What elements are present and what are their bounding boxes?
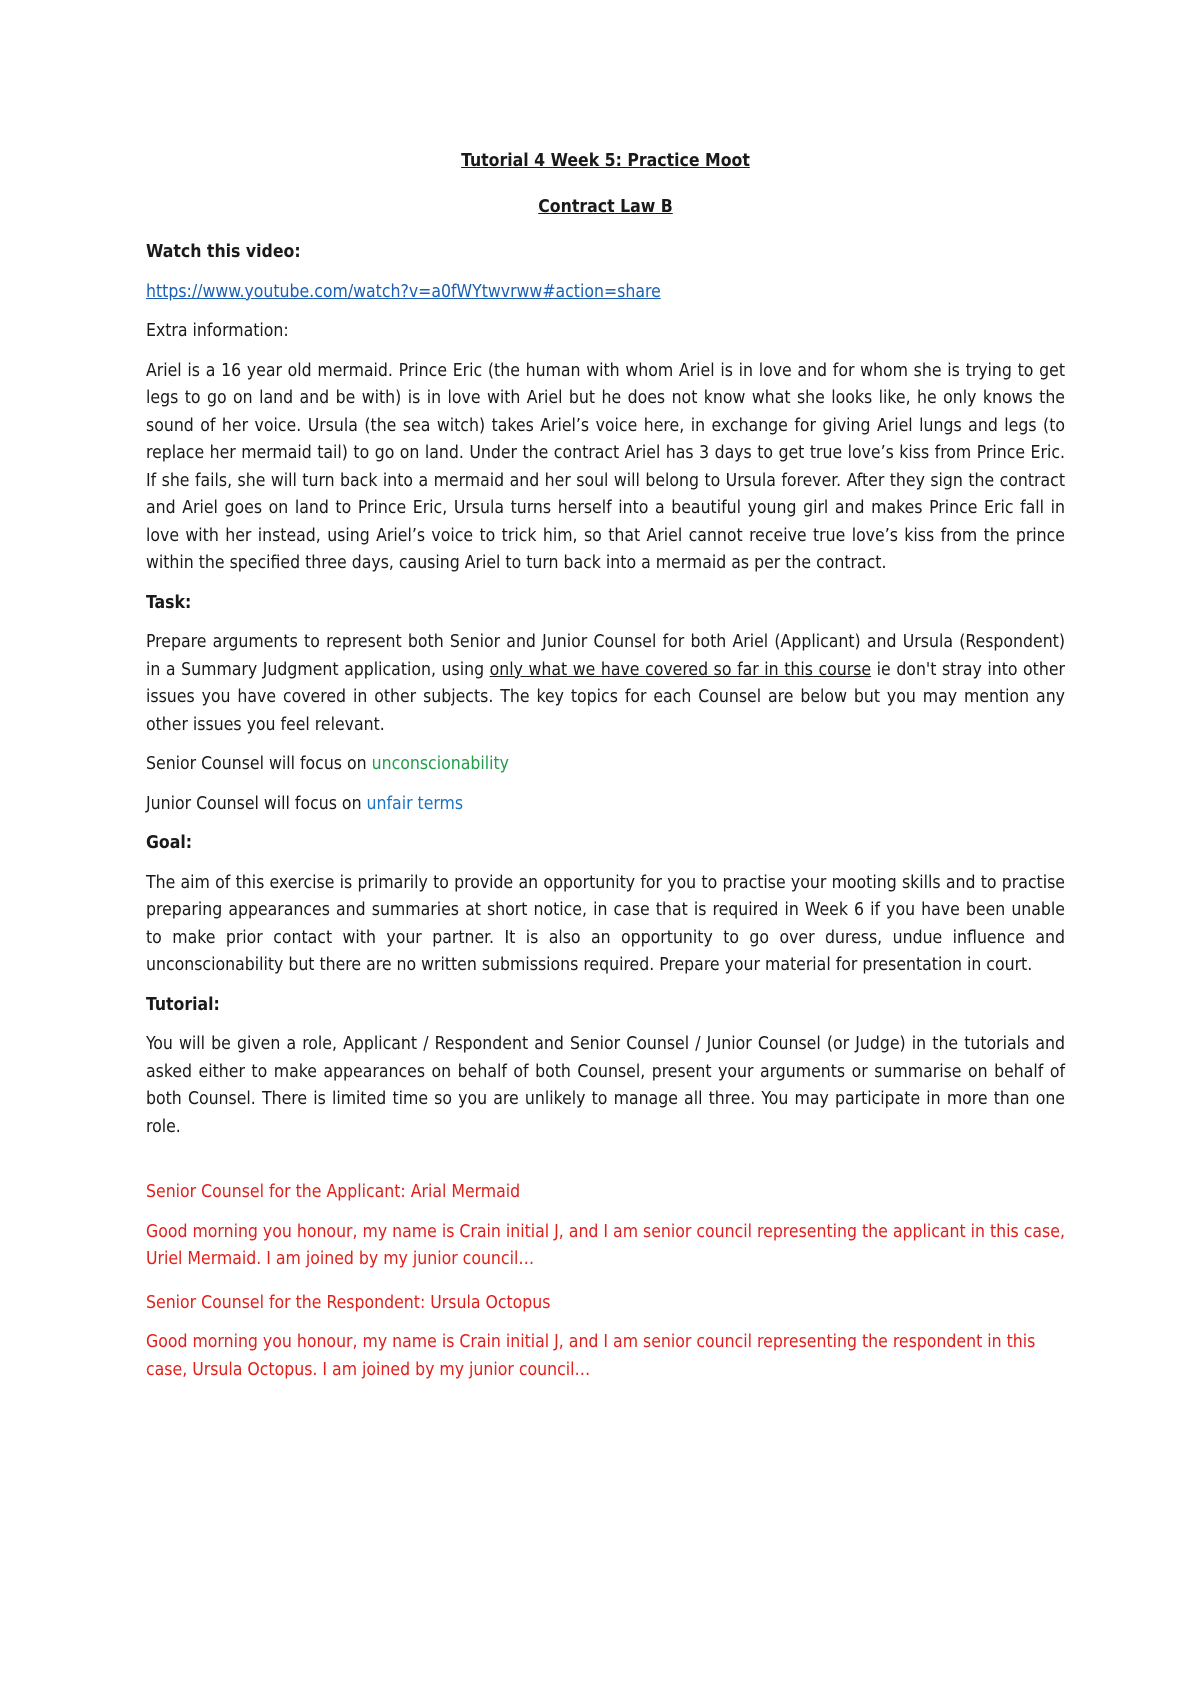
junior-focus-topic: unfair terms — [366, 793, 464, 814]
extra-heading: Extra information: — [146, 321, 289, 341]
respondent-paragraph: Good morning you honour, my name is Crain initial J, and I am senior council representing the respondent in this case, Ursula Octopus. I am joined by my junior council… — [146, 1332, 1036, 1380]
applicant-paragraph: Good morning you honour, my name is Crain initial J, and I am senior council representing the applicant in this case, Uriel Mermaid. I am joined by my junior council… — [146, 1221, 1065, 1269]
task-text-underlined: only what we have covered so far in this course — [489, 659, 872, 680]
senior-focus-prefix: Senior Counsel will focus on — [146, 754, 372, 774]
document-subtitle: Contract Law B — [538, 196, 673, 217]
tutorial-paragraph: You will be given a role, Applicant / Respondent and Senior Counsel / Junior Counsel (or Judge) in the tutorials and asked either to make appearances on behalf of both Counsel, present your arguments or summarise on behalf of both Counsel. There is limited time so you are unlikely to manage all three. You may participate in more than one role. — [146, 1034, 1065, 1137]
senior-focus-topic: unconscionability — [371, 754, 509, 774]
video-link-paragraph — [146, 279, 1065, 307]
applicant-heading: Senior Counsel for the Applicant: Arial Mermaid — [146, 1182, 521, 1202]
extra-paragraph: Ariel is a 16 year old mermaid. Prince Eric (the human with whom Ariel is in love and for whom she is trying to get legs to go on land and be with) is in love with Ariel but he does not know what she looks like, he only knows the sound of her voice. Ursula (the sea witch) takes Ariel’s voice here, in exchange for giving Ariel lungs and legs (to replace her mermaid tail) to go on land. Under the contract Ariel has 3 days to get true love’s kiss from Prince Eric. If she fails, she will turn back into a mermaid and her soul will belong to Ursula forever. After they sign the contract and Ariel goes on land to Prince Eric, Ursula turns herself into a beautiful young girl and makes Prince Eric fall in love with her instead, using Ariel’s voice to trick him, so that Ariel cannot receive true love’s kiss from the prince within the specified three days, causing Ariel to turn back into a mermaid as per the contract. — [146, 360, 1065, 573]
document-title: Tutorial 4 Week 5: Practice Moot — [461, 151, 750, 171]
tutorial-heading: Tutorial: — [146, 994, 220, 1015]
watch-heading: Watch this video: — [146, 242, 301, 262]
respondent-heading: Senior Counsel for the Respondent: Ursula Octopus — [146, 1292, 551, 1313]
spacer — [146, 1153, 1065, 1179]
task-text-part1: Prepare arguments to represent both Senior and Junior Counsel for both Ariel (Applicant) and Ursula (Respondent) in a Summary Judgment application, using — [146, 632, 1065, 680]
senior-focus-line — [146, 751, 1065, 779]
video-link[interactable]: https://www.youtube.com/watch?v=a0fWYtwvrww#action=share — [146, 281, 661, 302]
goal-paragraph: The aim of this exercise is primarily to provide an opportunity for you to practise your mooting skills and to practise preparing appearances and summaries at short notice, in case that is required in Week 6 if you have been unable to make prior contact with your partner. It is also an opportunity to go over duress, undue influence and unconscionability but there are no written submissions required. Prepare your material for presentation in court. — [146, 872, 1065, 975]
goal-heading: Goal: — [146, 833, 193, 853]
task-paragraph — [146, 629, 1065, 739]
task-heading: Task: — [146, 592, 192, 613]
junior-focus-line — [146, 791, 1065, 819]
junior-focus-prefix: Junior Counsel will focus on — [146, 793, 367, 814]
task-text-part2: ie don't stray into other issues you have covered in other subjects. The key topics for each Counsel are below but you may mention any other issues you feel relevant. — [146, 659, 1065, 735]
